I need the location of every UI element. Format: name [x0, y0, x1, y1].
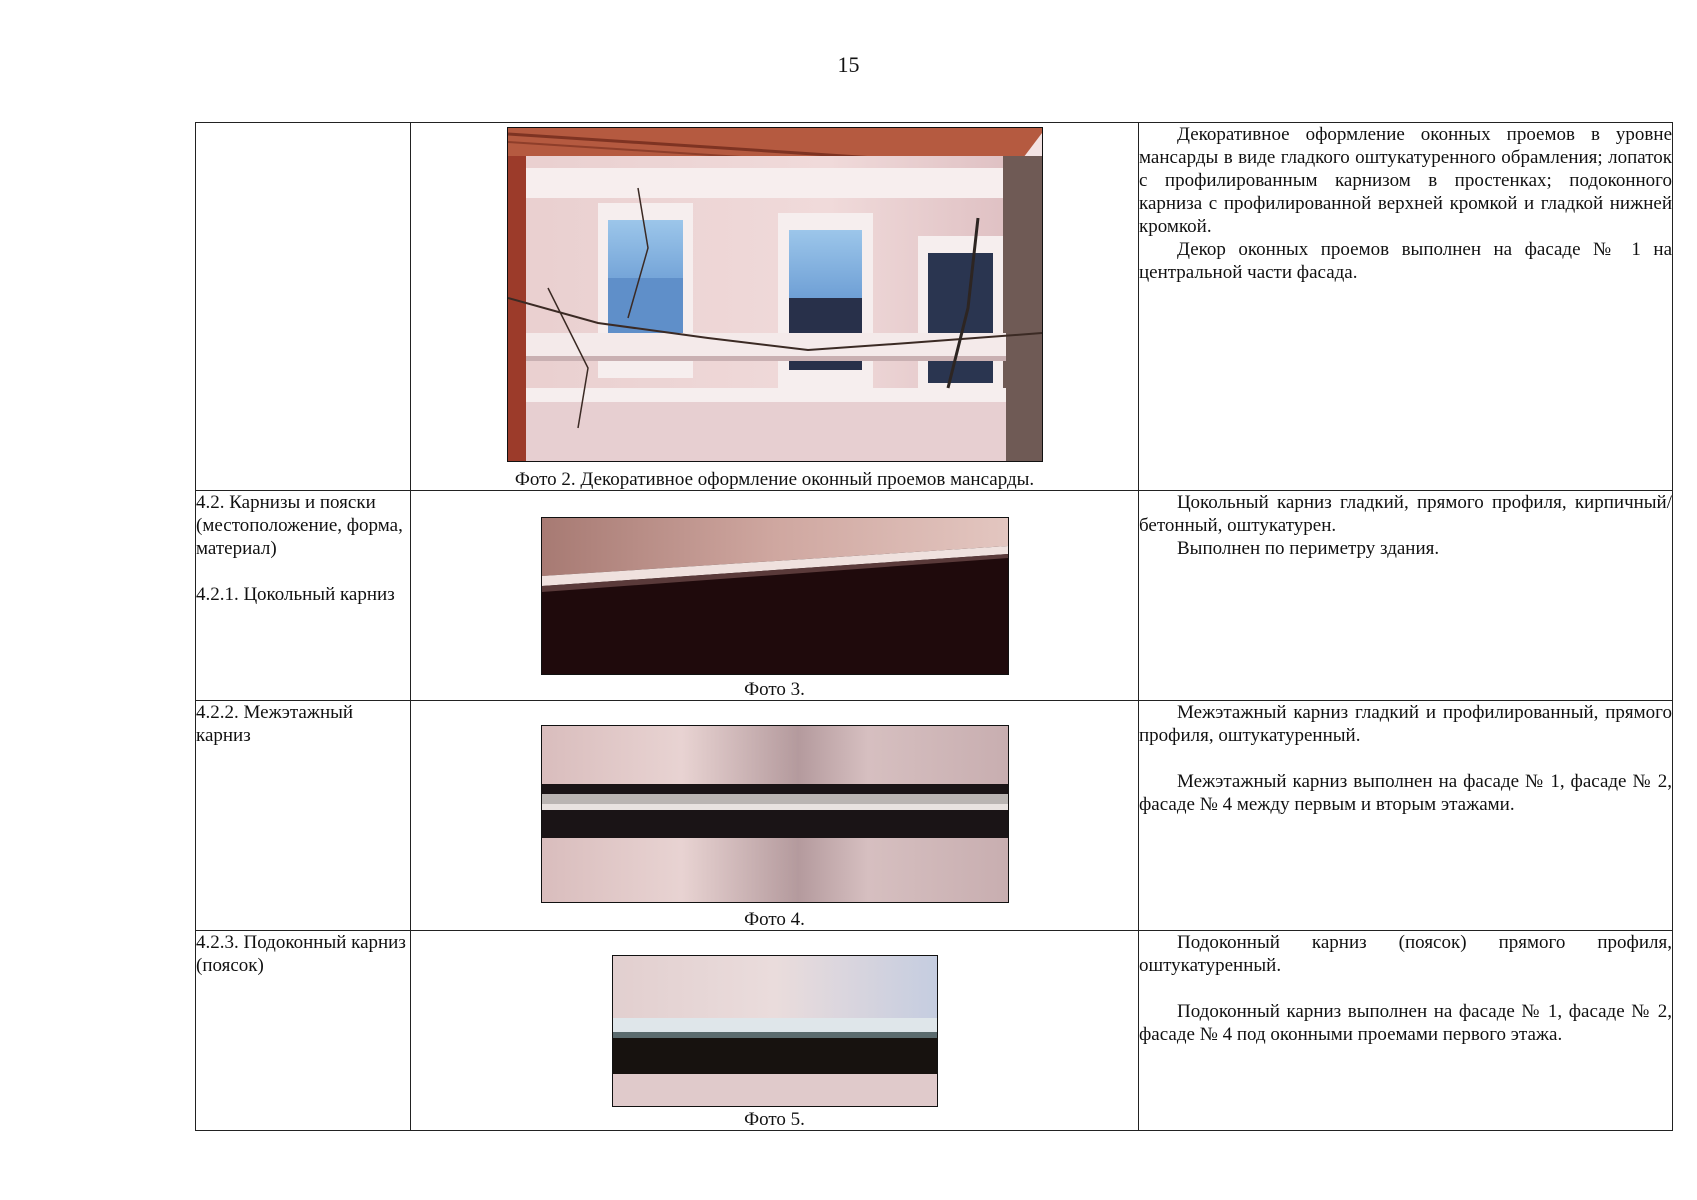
description-cell — [1139, 123, 1673, 491]
row-label-cell — [196, 701, 411, 931]
photo-cell — [411, 123, 1139, 491]
table-row — [196, 491, 1673, 701]
photo-caption: Фото 2. Декоративное оформление оконный проемов мансарды. — [514, 469, 1035, 490]
photo-cell — [411, 491, 1139, 701]
description-paragraph: Декоративное оформление оконных проемов в уровне мансарды в виде гладкого оштукатуренного обрамления; лопаток с профилированным карнизом в простенках; подоконного карниза с профилированной верхней кромкой и гладкой нижней кромкой. — [1139, 124, 1672, 237]
description-paragraph: Межэтажный карниз выполнен на фасаде № 1, фасаде № 2, фасаде № 4 между первым и вторым этажами. — [1139, 771, 1672, 815]
photo-cell — [411, 701, 1139, 931]
description-cell — [1139, 931, 1673, 1131]
description-paragraph: Подоконный карниз (поясок) прямого профиля, оштукатуренный. — [1139, 932, 1672, 976]
description-cell — [1139, 701, 1673, 931]
table-row — [196, 931, 1673, 1131]
description-paragraph: Межэтажный карниз гладкий и профилированный, прямого профиля, оштукатуренный. — [1139, 702, 1672, 746]
description-paragraph: Декор оконных проемов выполнен на фасаде № 1 на центральной части фасада. — [1139, 239, 1672, 283]
photo-4-floor-cornice — [541, 725, 1009, 903]
attic-windows-photo — [508, 128, 1042, 461]
subsection-label: 4.2.2. Межэтажный карниз — [196, 702, 354, 746]
photo-3-plinth-cornice — [541, 517, 1009, 675]
subsection-label: 4.2.1. Цокольный карниз — [196, 584, 395, 605]
plinth-cornice-photo — [542, 518, 1008, 674]
table-row — [196, 701, 1673, 931]
photo-caption: Фото 4. — [744, 909, 805, 930]
photo-caption: Фото 5. — [744, 1109, 805, 1130]
facade-table — [195, 122, 1673, 1131]
description-paragraph: Цокольный карниз гладкий, прямого профиля, кирпичный/бетонный, оштукатурен. — [1139, 492, 1672, 536]
photo-5-sill-cornice — [612, 955, 938, 1107]
section-label: 4.2. Карнизы и пояски (местоположение, форма, материал) — [196, 492, 403, 559]
description-paragraph: Подоконный карниз выполнен на фасаде № 1, фасаде № 2, фасаде № 4 под оконными проемами первого этажа. — [1139, 1001, 1672, 1045]
sill-cornice-photo — [613, 956, 937, 1106]
description-paragraph: Выполнен по периметру здания. — [1177, 538, 1440, 559]
row-label-cell — [196, 931, 411, 1131]
page-number: 15 — [837, 52, 860, 77]
row-label-cell — [196, 491, 411, 701]
photo-caption: Фото 3. — [744, 679, 805, 700]
subsection-label: 4.2.3. Подоконный карниз (поясок) — [196, 932, 406, 976]
description-cell — [1139, 491, 1673, 701]
row-label-cell — [196, 123, 411, 491]
floor-cornice-photo — [542, 726, 1008, 902]
photo-cell — [411, 931, 1139, 1131]
table-row — [196, 123, 1673, 491]
photo-2-attic-windows — [507, 127, 1043, 462]
